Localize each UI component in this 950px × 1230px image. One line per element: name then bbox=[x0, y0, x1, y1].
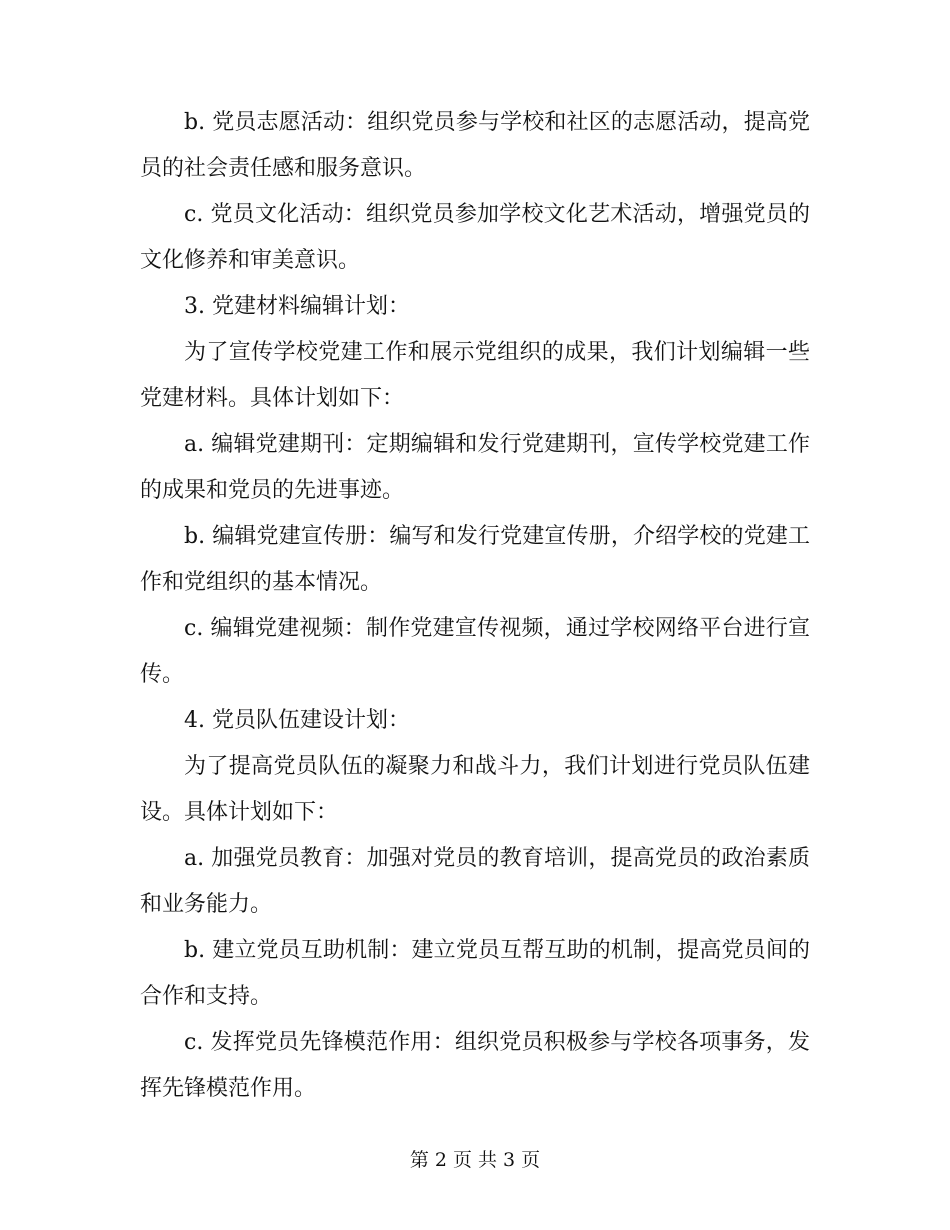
page-number-footer: 第 2 页 共 3 页 bbox=[409, 1149, 541, 1171]
document-body bbox=[140, 100, 810, 1112]
paragraph-pioneer-role: c. 发挥党员先锋模范作用：组织党员积极参与学校各项事务，发挥先锋模范作用。 bbox=[140, 1030, 810, 1101]
paragraph-volunteer-activity: b. 党员志愿活动：组织党员参与学校和社区的志愿活动，提高党员的社会责任感和服务意识。 bbox=[140, 110, 810, 181]
paragraph-culture-activity: c. 党员文化活动：组织党员参加学校文化艺术活动，增强党员的文化修养和审美意识。 bbox=[140, 202, 810, 273]
paragraph-brochure: b. 编辑党建宣传册：编写和发行党建宣传册，介绍学校的党建工作和党组织的基本情况。 bbox=[140, 524, 810, 595]
paragraph-mutual-aid: b. 建立党员互助机制：建立党员互帮互助的机制，提高党员间的合作和支持。 bbox=[140, 938, 810, 1009]
paragraph-video: c. 编辑党建视频：制作党建宣传视频，通过学校网络平台进行宣传。 bbox=[140, 616, 810, 687]
section-heading-materials-plan: 3. 党建材料编辑计划： bbox=[184, 294, 410, 319]
paragraph-education: a. 加强党员教育：加强对党员的教育培训，提高党员的政治素质和业务能力。 bbox=[140, 846, 810, 917]
paragraph-materials-intro: 为了宣传学校党建工作和展示党组织的成果，我们计划编辑一些党建材料。具体计划如下： bbox=[140, 340, 810, 411]
paragraph-journal: a. 编辑党建期刊：定期编辑和发行党建期刊，宣传学校党建工作的成果和党员的先进事迹。 bbox=[140, 432, 810, 503]
section-heading-team-plan: 4. 党员队伍建设计划： bbox=[184, 708, 410, 733]
paragraph-team-intro: 为了提高党员队伍的凝聚力和战斗力，我们计划进行党员队伍建设。具体计划如下： bbox=[140, 754, 810, 825]
